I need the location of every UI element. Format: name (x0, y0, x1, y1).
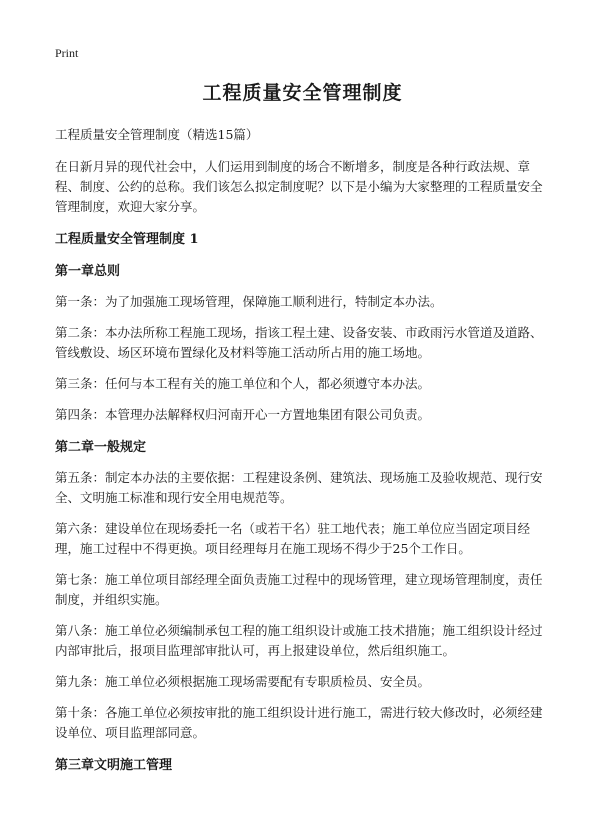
intro-paragraph: 在日新月异的现代社会中，人们运用到制度的场合不断增多，制度是各种行政法规、章程、制度、公约的总称。我们该怎么拟定制度呢？以下是小编为大家整理的工程质量安全管理制度，欢迎大家分享。 (55, 159, 543, 214)
article: 第四条：本管理办法解释权归河南开心一方置地集团有限公司负责。 (55, 407, 431, 422)
article: 第三条：任何与本工程有关的施工单位和个人，都必须遵守本办法。 (55, 376, 431, 391)
article: 第八条：施工单位必须编制承包工程的施工组织设计或施工技术措施；施工组织设计经过内部审批后，报项目监理部审批认可，再上报建设单位，然后组织施工。 (55, 623, 543, 658)
article: 第一条：为了加强施工现场管理，保障施工顺利进行，特制定本办法。 (55, 294, 443, 309)
chapter-heading: 第二章一般规定 (55, 440, 147, 455)
article: 第九条：施工单位必须根据施工现场需要配有专职质检员、安全员。 (55, 674, 431, 689)
article: 第二条：本办法所称工程施工现场，指该工程土建、设备安装、市政雨污水管道及道路、管线敷设、场区环境布置绿化及材料等施工活动所占用的施工场地。 (55, 325, 543, 360)
chapter-heading: 第三章文明施工管理 (55, 758, 173, 773)
print-link[interactable]: Print (55, 46, 79, 60)
article: 第五条：制定本办法的主要依据：工程建设条例、建筑法、现场施工及验收规范、现行安全、文明施工标准和现行安全用电规范等。 (55, 470, 543, 505)
article: 第十条：各施工单位必须按审批的施工组织设计进行施工，需进行较大修改时，必须经建设单位、项目监理部同意。 (55, 705, 543, 740)
subtitle: 工程质量安全管理制度（精选15篇） (55, 127, 259, 142)
article: 第六条：建设单位在现场委托一名（或若干名）驻工地代表；施工单位应当固定项目经理，施工过程中不得更换。项目经理每月在施工现场不得少于25个工作日。 (55, 521, 531, 556)
document-body (55, 78, 550, 786)
article: 第七条：施工单位项目部经理全面负责施工过程中的现场管理，建立现场管理制度，责任制度，并组织实施。 (55, 572, 543, 607)
chapter-heading: 第一章总则 (55, 264, 121, 279)
page-title: 工程质量安全管理制度 (202, 82, 403, 104)
section-title: 工程质量安全管理制度 1 (55, 232, 199, 247)
